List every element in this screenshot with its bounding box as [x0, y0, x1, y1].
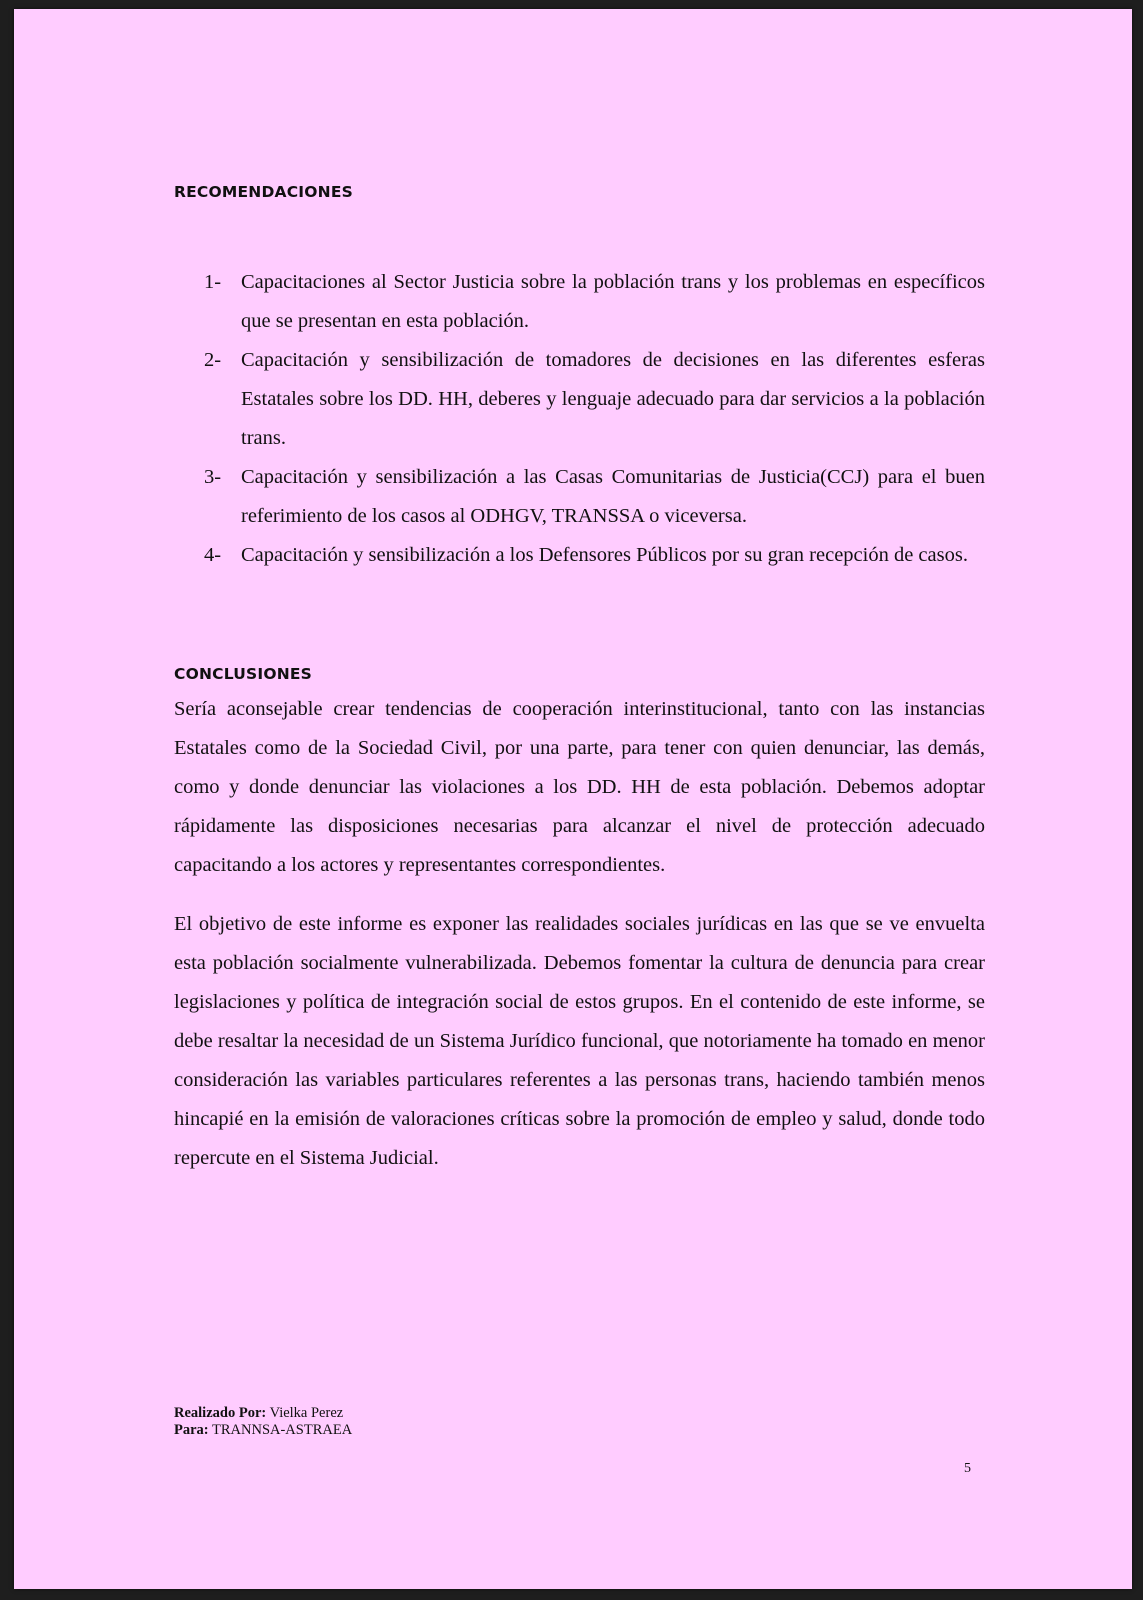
list-item	[204, 263, 985, 341]
recipient-name: TRANNSA-ASTRAEA	[212, 1422, 353, 1438]
document-page	[14, 9, 1132, 1589]
list-item-text: Capacitación y sensibilización de tomadores de decisiones en las diferentes esferas Estatales sobre los DD. HH, deberes y lenguaje adecuado para dar servicios a la población trans.	[241, 349, 985, 449]
list-item-text: Capacitación y sensibilización a los Defensores Públicos por su gran recepción de casos.	[241, 544, 968, 566]
recommendations-heading: RECOMENDACIONES	[174, 183, 353, 201]
list-item-text: Capacitaciones al Sector Justicia sobre la población trans y los problemas en específicos que se presentan en esta población.	[241, 271, 985, 332]
conclusions-paragraph-1: Sería aconsejable crear tendencias de cooperación interinstitucional, tanto con las instancias Estatales como de la Sociedad Civil, por una parte, para tener con quien denunciar, las demás, como y donde denunciar las violaciones a los DD. HH de esta población. Debemos adoptar rápidamente las disposiciones necesarias para alcanzar el nivel de protección adecuado capacitando a los actores y representantes correspondientes.	[174, 698, 985, 876]
recipient-label: Para:	[174, 1422, 209, 1438]
list-item	[204, 458, 985, 536]
list-item-text: Capacitación y sensibilización a las Casas Comunitarias de Justicia(CCJ) para el buen referimiento de los casos al ODHGV, TRANSSA o viceversa.	[241, 466, 985, 527]
list-item-number: 4-	[204, 544, 222, 566]
conclusions-heading: CONCLUSIONES	[174, 665, 313, 683]
list-item-number: 1-	[204, 271, 222, 293]
document-footer	[174, 1405, 352, 1439]
conclusions-paragraph-2: El objetivo de este informe es exponer las realidades sociales jurídicas en las que se ve envuelta esta población socialmente vulnerabilizada. Debemos fomentar la cultura de denuncia para crear legislaciones y política de integración social de estos grupos. En el contenido de este informe, se debe resaltar la necesidad de un Sistema Jurídico funcional, que notoriamente ha tomado en menor consideración las variables particulares referentes a las personas trans, haciendo también menos hincapié en la emisión de valoraciones críticas sobre la promoción de empleo y salud, donde todo repercute en el Sistema Judicial.	[174, 913, 985, 1169]
list-item	[204, 536, 985, 575]
list-item-number: 3-	[204, 466, 222, 488]
recommendations-list	[204, 263, 985, 575]
list-item-number: 2-	[204, 349, 222, 371]
page-number: 5	[964, 1461, 971, 1476]
author-line	[174, 1405, 352, 1422]
recipient-line	[174, 1422, 352, 1439]
author-label: Realizado Por:	[174, 1405, 267, 1421]
list-item	[204, 341, 985, 458]
author-name: Vielka Perez	[269, 1405, 344, 1421]
